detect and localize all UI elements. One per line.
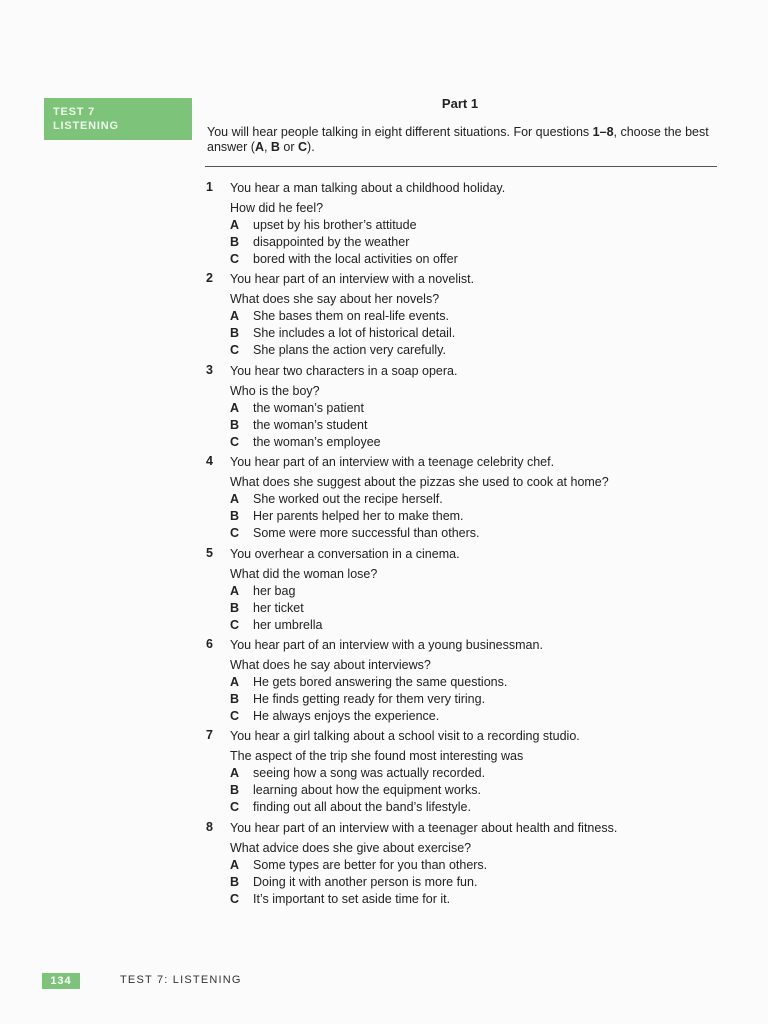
question-context: You hear part of an interview with a teenage celebrity chef. (230, 455, 555, 470)
option-text: She includes a lot of historical detail. (253, 326, 456, 341)
question-6 (198, 637, 718, 725)
option-letter: B (230, 600, 240, 615)
instructions-b: B (270, 140, 280, 154)
question-prompt: Who is the boy? (230, 383, 320, 398)
question-context: You hear part of an interview with a teenager about health and fitness. (230, 820, 618, 835)
option-letter: A (230, 218, 240, 232)
question-number: 2 (206, 271, 213, 286)
question-2 (198, 271, 718, 359)
question-context: You hear two characters in a soap opera. (230, 363, 458, 378)
answer-option-c (198, 434, 718, 451)
option-letter: B (230, 417, 240, 432)
answer-option-c (198, 708, 718, 725)
option-text: She plans the action very carefully. (253, 343, 446, 358)
answer-option-c (198, 342, 718, 359)
option-letter: A (230, 309, 240, 324)
option-text: seeing how a song was actually recorded. (253, 766, 486, 781)
question-number: 7 (206, 728, 213, 743)
option-text: learning about how the equipment works. (253, 783, 481, 798)
question-context: You hear a girl talking about a school visit to a recording studio. (230, 729, 580, 744)
option-letter: A (230, 583, 240, 598)
option-text: upset by his brother’s attitude (253, 218, 417, 232)
answer-option-a (198, 857, 718, 874)
option-letter: C (230, 252, 240, 266)
answer-option-b (198, 508, 718, 525)
answer-option-a (198, 491, 718, 508)
question-4 (198, 454, 718, 542)
question-number: 5 (206, 545, 213, 560)
part-title: Part 1 (441, 96, 479, 111)
answer-option-a (198, 217, 718, 234)
answer-option-b (198, 874, 718, 891)
option-letter: C (230, 343, 240, 358)
question-number: 1 (206, 180, 213, 194)
instructions-sep-2: or (279, 140, 299, 154)
question-8 (198, 820, 718, 908)
option-text: disappointed by the weather (253, 235, 410, 249)
option-text: It’s important to set aside time for it. (253, 891, 451, 906)
instructions-text-2: , choose the best answer ( (207, 125, 709, 154)
option-text: He always enjoys the experience. (253, 708, 440, 723)
option-letter: A (230, 766, 240, 781)
question-context: You overhear a conversation in a cinema. (230, 546, 460, 561)
option-letter: B (230, 691, 240, 706)
question-prompt: What advice does she give about exercise? (230, 840, 472, 855)
answer-option-b (198, 600, 718, 617)
option-text: Some types are better for you than others. (253, 857, 488, 872)
answer-option-c (198, 617, 718, 634)
answer-option-b (198, 782, 718, 799)
instructions-range: 1–8 (592, 125, 614, 139)
answer-option-a (198, 308, 718, 325)
option-letter: C (230, 800, 240, 815)
option-letter: C (230, 434, 240, 449)
option-text: Doing it with another person is more fun. (253, 874, 478, 889)
question-list (198, 180, 718, 908)
question-context: You hear part of an interview with a young businessman. (230, 637, 543, 652)
instructions (207, 125, 727, 155)
option-letter: A (230, 857, 240, 872)
question-number: 3 (206, 362, 213, 377)
answer-option-c (198, 891, 718, 908)
answer-option-b (198, 234, 718, 251)
option-text: bored with the local activities on offer (253, 252, 458, 266)
section-tab-listening: LISTENING (53, 120, 119, 132)
option-text: Some were more successful than others. (253, 526, 480, 541)
answer-option-b (198, 417, 718, 434)
question-5 (198, 546, 718, 634)
instructions-c: C (298, 140, 308, 154)
option-text: her bag (253, 583, 296, 598)
option-text: finding out all about the band’s lifestyle. (253, 800, 471, 815)
question-7 (198, 728, 718, 816)
option-letter: B (230, 874, 240, 889)
question-context: You hear part of an interview with a novelist. (230, 272, 475, 287)
option-letter: A (230, 492, 240, 507)
instructions-a: A (254, 140, 264, 154)
question-number: 6 (206, 636, 213, 651)
option-text: the woman’s patient (253, 400, 364, 415)
question-prompt: What does she suggest about the pizzas she used to cook at home? (230, 475, 609, 490)
option-letter: A (230, 400, 240, 415)
section-tab-test: TEST 7 (53, 106, 96, 118)
option-text: She worked out the recipe herself. (253, 492, 443, 507)
instructions-sep-1: , (263, 140, 271, 154)
question-prompt: How did he feel? (230, 201, 324, 215)
option-letter: B (230, 235, 240, 249)
option-text: the woman’s employee (253, 434, 381, 449)
option-text: He gets bored answering the same questions. (253, 674, 508, 689)
answer-option-a (198, 674, 718, 691)
option-text: the woman’s student (253, 417, 368, 432)
option-letter: C (230, 891, 240, 906)
question-number: 8 (206, 819, 213, 834)
answer-option-c (198, 525, 718, 542)
answer-option-a (198, 765, 718, 782)
option-text: She bases them on real-life events. (253, 309, 449, 324)
question-number: 4 (206, 454, 213, 469)
instructions-text-1: You will hear people talking in eight different situations. For questions (207, 125, 593, 139)
option-text: He finds getting ready for them very tiring. (253, 691, 486, 706)
question-1 (198, 180, 718, 268)
option-letter: C (230, 617, 240, 632)
divider (205, 166, 717, 167)
answer-option-a (198, 583, 718, 600)
option-text: her ticket (253, 600, 304, 615)
page-number: 134 (42, 973, 80, 989)
answer-option-c (198, 799, 718, 816)
option-text: her umbrella (253, 617, 323, 632)
answer-option-b (198, 325, 718, 342)
option-letter: C (230, 526, 240, 541)
question-prompt: The aspect of the trip she found most interesting was (230, 749, 524, 764)
question-prompt: What did the woman lose? (230, 566, 378, 581)
answer-option-a (198, 400, 718, 417)
option-letter: B (230, 326, 240, 341)
question-context: You hear a man talking about a childhood holiday. (230, 181, 506, 195)
answer-option-c (198, 251, 718, 268)
option-letter: A (230, 674, 240, 689)
footer-label: TEST 7: LISTENING (120, 974, 242, 986)
option-letter: B (230, 509, 240, 524)
option-letter: C (230, 708, 240, 723)
question-prompt: What does she say about her novels? (230, 292, 440, 307)
answer-option-b (198, 691, 718, 708)
option-text: Her parents helped her to make them. (253, 509, 464, 524)
instructions-text-end: ). (307, 140, 315, 154)
question-3 (198, 363, 718, 451)
option-letter: B (230, 783, 240, 798)
question-prompt: What does he say about interviews? (230, 657, 431, 672)
